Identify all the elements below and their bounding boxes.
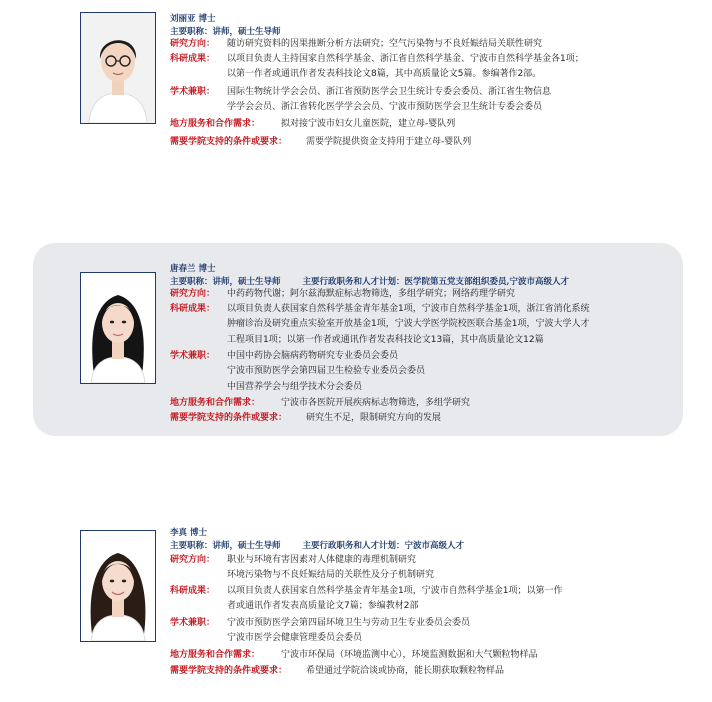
research-text: 随访研究资料的因果推断分析方法研究；空气污染物与不良妊娠结局关联性研究 xyxy=(227,39,543,49)
service-row xyxy=(170,117,455,132)
achievements-text: 工程项目1项；以第一作者或通讯作者发表科技论文13篇，其中高质量论文12篇 xyxy=(227,335,544,345)
service-label: 地方服务和合作需求： xyxy=(170,398,261,408)
positions-text: 宁波市医学会健康管理委员会委员 xyxy=(227,633,363,643)
positions-label: 学术兼职： xyxy=(170,351,216,361)
title-value: 讲师，硕士生导师 xyxy=(212,277,281,287)
title-label: 主要职称： xyxy=(170,27,213,37)
title-line xyxy=(170,539,464,551)
positions-text: 中国中药协会脑病药物研究专业委员会委员 xyxy=(227,351,399,361)
title-label: 主要职称： xyxy=(170,277,213,287)
service-label: 地方服务和合作需求： xyxy=(170,119,261,129)
title-line xyxy=(170,25,281,37)
admin-value: 宁波市高级人才 xyxy=(404,541,465,551)
service-label: 地方服务和合作需求： xyxy=(170,650,261,660)
positions-text: 国际生物统计学会会员、浙江省预防医学会卫生统计专委会委员、浙江省生物信息 xyxy=(227,87,552,97)
service-text: 宁波市环保局（环境监测中心），环境监测数据和大气颗粒物样品 xyxy=(281,650,538,660)
positions-text: 宁波市预防医学会第四届环境卫生与劳动卫生专业委员会委员 xyxy=(227,618,471,628)
achievements-row xyxy=(170,302,589,317)
support-label: 需要学院支持的条件或要求： xyxy=(170,413,288,423)
portrait-photo xyxy=(80,12,156,124)
achievements-text: 者或通讯作者发表高质量论文7篇；参编教材2部 xyxy=(227,601,419,611)
positions-text: 学学会会员、浙江省转化医学学会会员、宁波市预防医学会卫生统计专委会委员 xyxy=(227,102,543,112)
service-row xyxy=(170,648,538,663)
support-text: 研究生不足，限制研究方向的发展 xyxy=(306,413,442,423)
positions-text: 中国营养学会与组学技术分会委员 xyxy=(227,382,363,392)
title-line xyxy=(170,275,569,287)
title-value: 讲师，硕士生导师 xyxy=(212,541,281,551)
support-row xyxy=(170,664,504,679)
achievements-label: 科研成果： xyxy=(170,304,216,314)
achievements-row xyxy=(170,52,584,67)
positions-row xyxy=(170,85,551,100)
support-text: 需要学院提供资金支持用于建立母-婴队列 xyxy=(306,137,472,147)
achievements-text: 以项目负责人主持国家自然科学基金、浙江省自然科学基金、宁波市自然科学基金各1项； xyxy=(227,54,584,64)
admin-label: 主要行政职务和人才计划： xyxy=(302,277,405,287)
research-row xyxy=(170,287,515,302)
research-label: 研究方向： xyxy=(170,555,216,565)
admin-label: 主要行政职务和人才计划： xyxy=(302,541,405,551)
person-name: 李真 博士 xyxy=(170,528,207,538)
research-row xyxy=(170,553,416,568)
support-label: 需要学院支持的条件或要求： xyxy=(170,666,288,676)
achievements-row xyxy=(170,584,562,599)
service-row xyxy=(170,396,470,411)
portrait-photo xyxy=(80,530,156,642)
achievements-text: 以第一作者或通讯作者发表科技论文8篇，其中高质量论文5篇。参编著作2部。 xyxy=(227,69,542,79)
support-row xyxy=(170,411,441,426)
support-text: 希望通过学院洽谈或协商，能长期获取颗粒物样品 xyxy=(306,666,505,676)
admin-value: 医学院第五党支部组织委员,宁波市高级人才 xyxy=(404,277,570,287)
research-row xyxy=(170,37,542,52)
positions-row xyxy=(170,349,398,364)
research-label: 研究方向： xyxy=(170,289,216,299)
person-name: 唐春兰 博士 xyxy=(170,264,216,274)
achievements-text: 肿瘤诊治及研究重点实验室开放基金1项，宁波大学医学院校医联合基金1项，宁波大学人才 xyxy=(227,319,590,329)
research-text: 中药药物代谢；阿尔兹海默症标志物筛选，多组学研究；网络药理学研究 xyxy=(227,289,516,299)
achievements-text: 以项目负责人获国家自然科学基金青年基金1项，宁波市自然科学基金1项，浙江省消化系统 xyxy=(227,304,590,314)
achievements-text: 以项目负责人获国家自然科学基金青年基金1项，宁波市自然科学基金1项；以第一作 xyxy=(227,586,563,596)
achievements-label: 科研成果： xyxy=(170,586,216,596)
positions-label: 学术兼职： xyxy=(170,618,216,628)
positions-text: 宁波市预防医学会第四届卫生检验专业委员会委员 xyxy=(227,366,426,376)
positions-label: 学术兼职： xyxy=(170,87,216,97)
achievements-label: 科研成果： xyxy=(170,54,216,64)
support-row xyxy=(170,135,471,150)
research-text: 职业与环境有害因素对人体健康的毒理机制研究 xyxy=(227,555,417,565)
service-text: 拟对接宁波市妇女儿童医院，建立母-婴队列 xyxy=(281,119,456,129)
research-text: 环境污染物与不良妊娠结局的关联性及分子机制研究 xyxy=(227,570,435,580)
positions-row xyxy=(170,616,470,631)
title-value: 讲师，硕士生导师 xyxy=(212,27,281,37)
support-label: 需要学院支持的条件或要求： xyxy=(170,137,288,147)
service-text: 宁波市各医院开展疾病标志物筛选，多组学研究 xyxy=(281,398,471,408)
portrait-photo xyxy=(80,272,156,384)
research-label: 研究方向： xyxy=(170,39,216,49)
person-name: 刘丽亚 博士 xyxy=(170,14,216,24)
title-label: 主要职称： xyxy=(170,541,213,551)
